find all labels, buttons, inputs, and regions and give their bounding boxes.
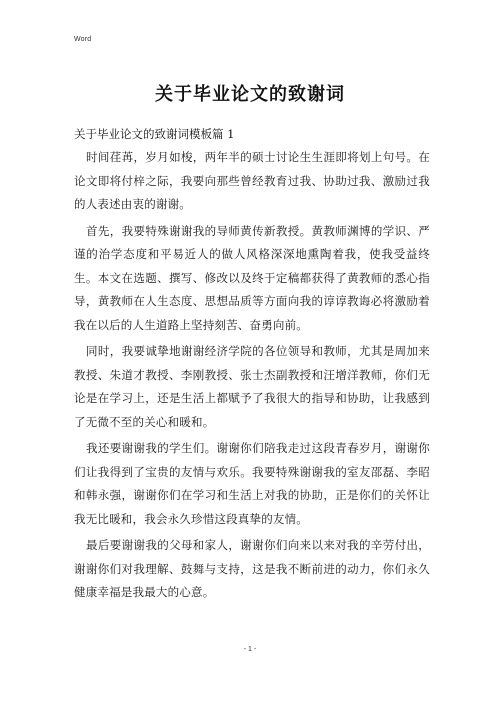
paragraph: 最后要谢谢我的父母和家人，谢谢你们向来以来对我的辛劳付出，谢谢你们对我理解、鼓舞与支持，这是我不断前进的动力，你们永久健康幸福是我最大的心意。 xyxy=(74,538,430,599)
header-label: Word xyxy=(74,36,92,43)
paragraph: 我还要谢谢我的学生们。谢谢你们陪我走过这段青春岁月，谢谢你们让我得到了宝贵的友情与欢乐。我要特殊谢谢我的室友邵磊、李昭和韩永强，谢谢你们在学习和生活上对我的协助，正是你们的关怀让我无比暖和，我会永久珍惜这段真挚的友情。 xyxy=(74,441,430,526)
document-title: 关于毕业论文的致谢词 xyxy=(155,84,345,105)
paragraph: 首先，我要特殊谢谢我的导师黄传新教授。黄教师渊博的学识、严谨的治学态度和平易近人的做人风格深深地熏陶着我，使我受益终生。本文在选题、撰写、修改以及终于定稿都获得了黄教师的悉心指导，黄教师在人生态度、思想品质等方面向我的谆谆教诲必将激励着我在以后的人生道路上坚持刻苦、奋勇向前。 xyxy=(74,223,430,332)
paragraph: 同时，我要诚挚地谢谢经济学院的各位领导和教师，尤其是周加来教授、朱道才教授、李刚教授、张士杰副教授和汪增洋教师，你们无论是在学习上，还是生活上都赋予了我很大的指导和协助，让我感到了无微不至的关心和暖和。 xyxy=(74,344,430,429)
page-number: - 1 - xyxy=(243,646,257,653)
paragraph: 时间荏苒，岁月如梭，两年半的硕士讨论生生涯即将划上句号。在论文即将付梓之际，我要向那些曾经教育过我、协助过我、激励过我的人表述由衷的谢谢。 xyxy=(74,150,430,211)
document-subtitle: 关于毕业论文的致谢词模板篇 1 xyxy=(74,127,235,141)
document-body xyxy=(74,146,430,608)
